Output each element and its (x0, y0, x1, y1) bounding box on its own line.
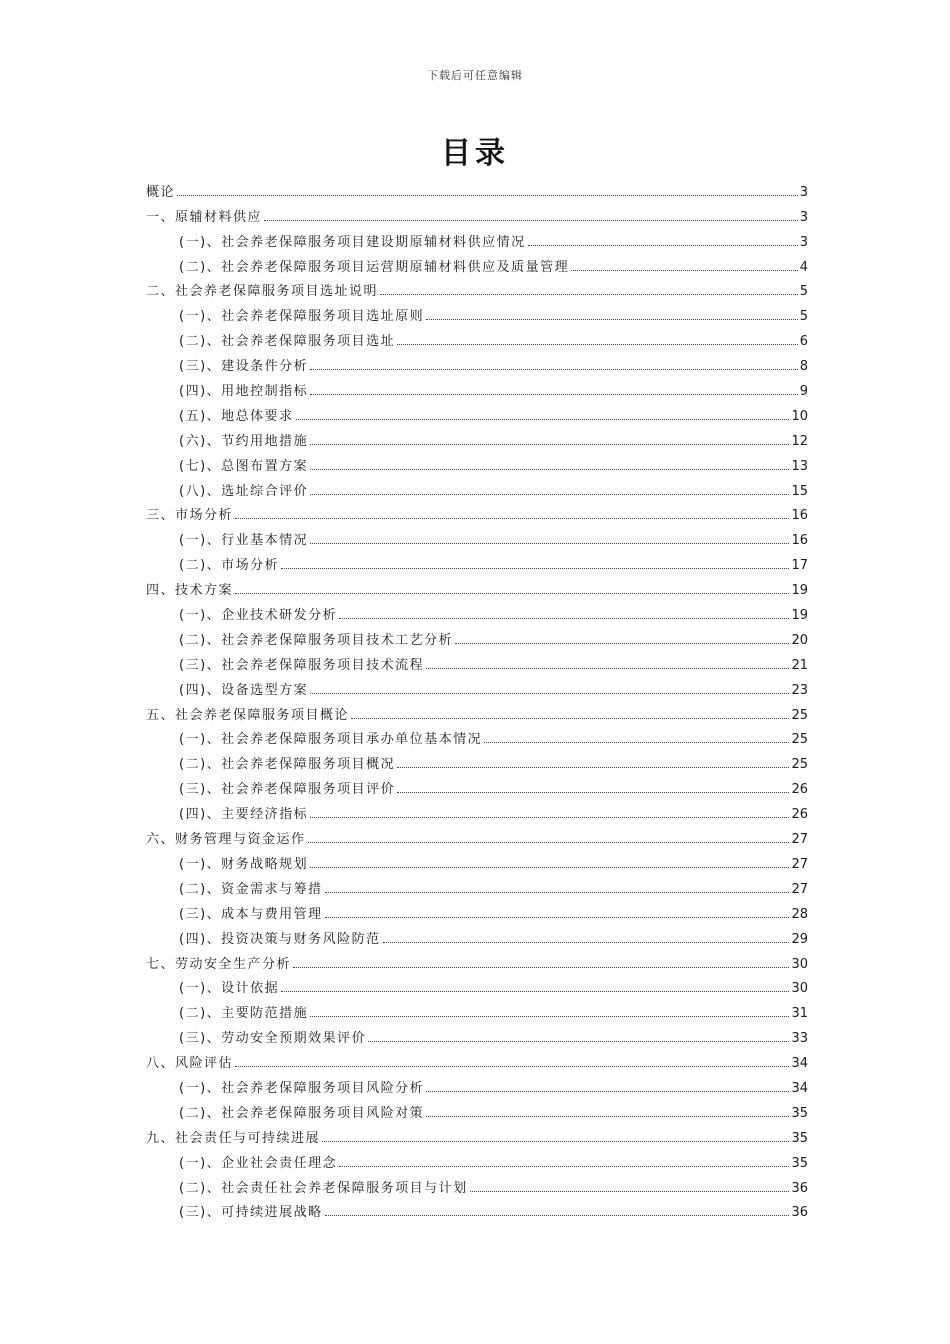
toc-entry[interactable] (146, 499, 808, 524)
page-header: 下载后可任意编辑 (427, 69, 523, 82)
toc-entry-label: (八)、选址综合评价 (179, 483, 309, 499)
toc-entry-page: 4 (799, 259, 808, 275)
toc-entry-page: 19 (791, 583, 808, 599)
toc-entry[interactable] (146, 1071, 808, 1096)
toc-entry[interactable] (146, 250, 808, 275)
toc-dot-leader (293, 967, 789, 968)
toc-dot-leader (426, 668, 789, 669)
toc-dot-leader (426, 1091, 789, 1092)
toc-entry-page: 21 (791, 657, 808, 673)
toc-dot-leader (426, 1116, 789, 1117)
toc-dot-leader (310, 817, 789, 818)
toc-entry[interactable] (146, 523, 808, 548)
toc-entry[interactable] (146, 175, 808, 200)
toc-entry[interactable] (146, 474, 808, 499)
toc-dot-leader (426, 319, 798, 320)
toc-entry[interactable] (146, 275, 808, 300)
toc-entry[interactable] (146, 349, 808, 374)
toc-entry-label: (三)、劳动安全预期效果评价 (179, 1031, 367, 1047)
toc-entry[interactable] (146, 972, 808, 997)
toc-entry[interactable] (146, 200, 808, 225)
toc-entry-page: 28 (791, 906, 808, 922)
toc-entry-page: 27 (791, 881, 808, 897)
toc-entry-page: 29 (791, 931, 808, 947)
toc-entry-label: 二、社会养老保障服务项目选址说明 (146, 284, 379, 300)
toc-entry-label: (二)、社会养老保障服务项目选址 (179, 334, 396, 350)
toc-entry-label: (二)、社会责任社会养老保障服务项目与计划 (179, 1180, 468, 1196)
toc-dot-leader (235, 1066, 789, 1067)
toc-dot-leader (484, 742, 789, 743)
toc-dot-leader (455, 643, 789, 644)
toc-entry-label: 三、市场分析 (146, 508, 234, 524)
toc-entry-page: 19 (791, 608, 808, 624)
toc-entry-page: 3 (799, 209, 808, 225)
toc-entry[interactable] (146, 573, 808, 598)
toc-dot-leader (281, 568, 789, 569)
toc-entry-page: 5 (799, 284, 808, 300)
toc-dot-leader (235, 593, 789, 594)
toc-entry-label: (三)、成本与费用管理 (179, 906, 323, 922)
toc-entry-page: 26 (791, 782, 808, 798)
toc-dot-leader (325, 1215, 790, 1216)
toc-entry-page: 34 (791, 1056, 808, 1072)
toc-entry-page: 30 (791, 981, 808, 997)
toc-dot-leader (310, 693, 789, 694)
toc-entry-page: 15 (791, 483, 808, 499)
toc-entry[interactable] (146, 897, 808, 922)
toc-dot-leader (310, 543, 789, 544)
toc-entry-label: (一)、行业基本情况 (179, 533, 309, 549)
toc-entry[interactable] (146, 822, 808, 847)
toc-dot-leader (322, 1141, 789, 1142)
toc-entry-page: 8 (799, 359, 808, 375)
toc-entry-label: (一)、社会养老保障服务项目承办单位基本情况 (179, 732, 483, 748)
toc-entry-label: (六)、节约用地措施 (179, 433, 309, 449)
toc-entry[interactable] (146, 299, 808, 324)
toc-entry[interactable] (146, 449, 808, 474)
toc-entry-label: (一)、企业技术研发分析 (179, 608, 338, 624)
toc-entry-label: (一)、社会养老保障服务项目建设期原辅材料供应情况 (179, 234, 526, 250)
toc-entry-label: (一)、设计依据 (179, 981, 280, 997)
toc-entry-label: (一)、财务战略规划 (179, 856, 309, 872)
toc-entry[interactable] (146, 1021, 808, 1046)
toc-entry-page: 17 (791, 558, 808, 574)
toc-entry-page: 9 (799, 384, 808, 400)
toc-entry-page: 12 (791, 433, 808, 449)
toc-entry-page: 16 (791, 508, 808, 524)
toc-dot-leader (310, 369, 798, 370)
toc-entry[interactable] (146, 747, 808, 772)
toc-entry-label: 五、社会养老保障服务项目概论 (146, 707, 350, 723)
toc-entry-label: (二)、资金需求与筹措 (179, 881, 323, 897)
toc-dot-leader (351, 718, 789, 719)
toc-entry-page: 5 (799, 309, 808, 325)
toc-entry[interactable] (146, 225, 808, 250)
toc-entry-label: 四、技术方案 (146, 583, 234, 599)
toc-entry-label: 九、社会责任与可持续进展 (146, 1130, 321, 1146)
toc-entry[interactable] (146, 996, 808, 1021)
toc-entry-label: (二)、社会养老保障服务项目风险对策 (179, 1105, 425, 1121)
toc-entry[interactable] (146, 772, 808, 797)
toc-entry-label: 六、财务管理与资金运作 (146, 832, 306, 848)
toc-entry-label: (三)、建设条件分析 (179, 359, 309, 375)
toc-entry[interactable] (146, 1171, 808, 1196)
toc-entry-label: (四)、主要经济指标 (179, 807, 309, 823)
toc-dot-leader (325, 892, 790, 893)
toc-dot-leader (397, 767, 789, 768)
toc-entry-page: 27 (791, 832, 808, 848)
toc-dot-leader (339, 618, 789, 619)
toc-entry-page: 3 (799, 234, 808, 250)
toc-entry-label: (一)、社会养老保障服务项目风险分析 (179, 1080, 425, 1096)
toc-entry-page: 25 (791, 757, 808, 773)
toc-dot-leader (310, 444, 789, 445)
toc-entry-page: 27 (791, 856, 808, 872)
toc-entry-page: 6 (799, 334, 808, 350)
toc-entry-page: 25 (791, 732, 808, 748)
toc-entry[interactable] (146, 947, 808, 972)
toc-entry[interactable] (146, 648, 808, 673)
toc-entry[interactable] (146, 1121, 808, 1146)
toc-entry-page: 20 (791, 632, 808, 648)
toc-entry[interactable] (146, 922, 808, 947)
toc-entry[interactable] (146, 374, 808, 399)
toc-entry[interactable] (146, 399, 808, 424)
toc-entry-label: 八、风险评估 (146, 1056, 234, 1072)
toc-dot-leader (296, 419, 790, 420)
toc-entry[interactable] (146, 673, 808, 698)
toc-dot-leader (310, 469, 789, 470)
toc-entry-label: (一)、企业社会责任理念 (179, 1155, 338, 1171)
toc-entry-page: 36 (791, 1205, 808, 1221)
toc-entry[interactable] (146, 424, 808, 449)
toc-entry[interactable] (146, 598, 808, 623)
toc-dot-leader (397, 792, 789, 793)
toc-entry-page: 31 (791, 1006, 808, 1022)
toc-dot-leader (339, 1166, 789, 1167)
toc-dot-leader (383, 942, 790, 943)
toc-dot-leader (281, 991, 789, 992)
toc-entry[interactable] (146, 324, 808, 349)
toc-entry-page: 35 (791, 1130, 808, 1146)
toc-entry[interactable] (146, 1146, 808, 1171)
toc-entry-page: 16 (791, 533, 808, 549)
toc-dot-leader (325, 917, 790, 918)
toc-entry-label: 概论 (146, 184, 176, 200)
toc-entry-page: 34 (791, 1080, 808, 1096)
toc-entry-label: (七)、总图布置方案 (179, 458, 309, 474)
toc-dot-leader (264, 220, 798, 221)
toc-dot-leader (571, 270, 798, 271)
toc-dot-leader (310, 867, 789, 868)
toc-dot-leader (368, 1041, 789, 1042)
toc-entry-label: (五)、地总体要求 (179, 408, 294, 424)
toc-entry-label: (四)、设备选型方案 (179, 682, 309, 698)
toc-entry-page: 3 (799, 184, 808, 200)
toc-entry-label: 七、劳动安全生产分析 (146, 956, 292, 972)
table-of-contents (146, 175, 808, 1220)
toc-entry-label: (三)、社会养老保障服务项目评价 (179, 782, 396, 798)
toc-entry-label: (四)、用地控制指标 (179, 384, 309, 400)
toc-dot-leader (310, 1016, 789, 1017)
toc-entry[interactable] (146, 623, 808, 648)
toc-entry-label: (二)、市场分析 (179, 558, 280, 574)
toc-entry-page: 26 (791, 807, 808, 823)
toc-entry-page: 23 (791, 682, 808, 698)
toc-dot-leader (528, 245, 798, 246)
toc-entry[interactable] (146, 723, 808, 748)
toc-dot-leader (235, 518, 789, 519)
toc-entry-label: (四)、投资决策与财务风险防范 (179, 931, 381, 947)
toc-entry-label: (二)、主要防范措施 (179, 1006, 309, 1022)
toc-entry-page: 33 (791, 1031, 808, 1047)
toc-dot-leader (380, 294, 798, 295)
toc-entry[interactable] (146, 797, 808, 822)
toc-entry-page: 25 (791, 707, 808, 723)
toc-entry-label: (三)、社会养老保障服务项目技术流程 (179, 657, 425, 673)
toc-entry-label: (一)、社会养老保障服务项目选址原则 (179, 309, 425, 325)
toc-title: 目录 (441, 136, 509, 171)
toc-entry-page: 13 (791, 458, 808, 474)
toc-entry-label: (三)、可持续进展战略 (179, 1205, 323, 1221)
toc-dot-leader (310, 394, 798, 395)
toc-entry[interactable] (146, 1046, 808, 1071)
toc-entry-page: 35 (791, 1155, 808, 1171)
toc-entry-page: 35 (791, 1105, 808, 1121)
toc-entry[interactable] (146, 847, 808, 872)
toc-entry[interactable] (146, 872, 808, 897)
toc-dot-leader (308, 842, 790, 843)
toc-entry[interactable] (146, 548, 808, 573)
toc-dot-leader (177, 195, 798, 196)
toc-dot-leader (310, 494, 789, 495)
toc-entry-page: 30 (791, 956, 808, 972)
toc-entry-page: 36 (791, 1180, 808, 1196)
toc-entry-page: 10 (791, 408, 808, 424)
toc-entry[interactable] (146, 1096, 808, 1121)
toc-entry-label: 一、原辅材料供应 (146, 209, 263, 225)
toc-dot-leader (470, 1191, 790, 1192)
toc-entry-label: (二)、社会养老保障服务项目技术工艺分析 (179, 632, 454, 648)
toc-dot-leader (397, 344, 798, 345)
toc-entry[interactable] (146, 698, 808, 723)
toc-entry[interactable] (146, 1196, 808, 1221)
toc-entry-label: (二)、社会养老保障服务项目概况 (179, 757, 396, 773)
toc-entry-label: (二)、社会养老保障服务项目运营期原辅材料供应及质量管理 (179, 259, 570, 275)
